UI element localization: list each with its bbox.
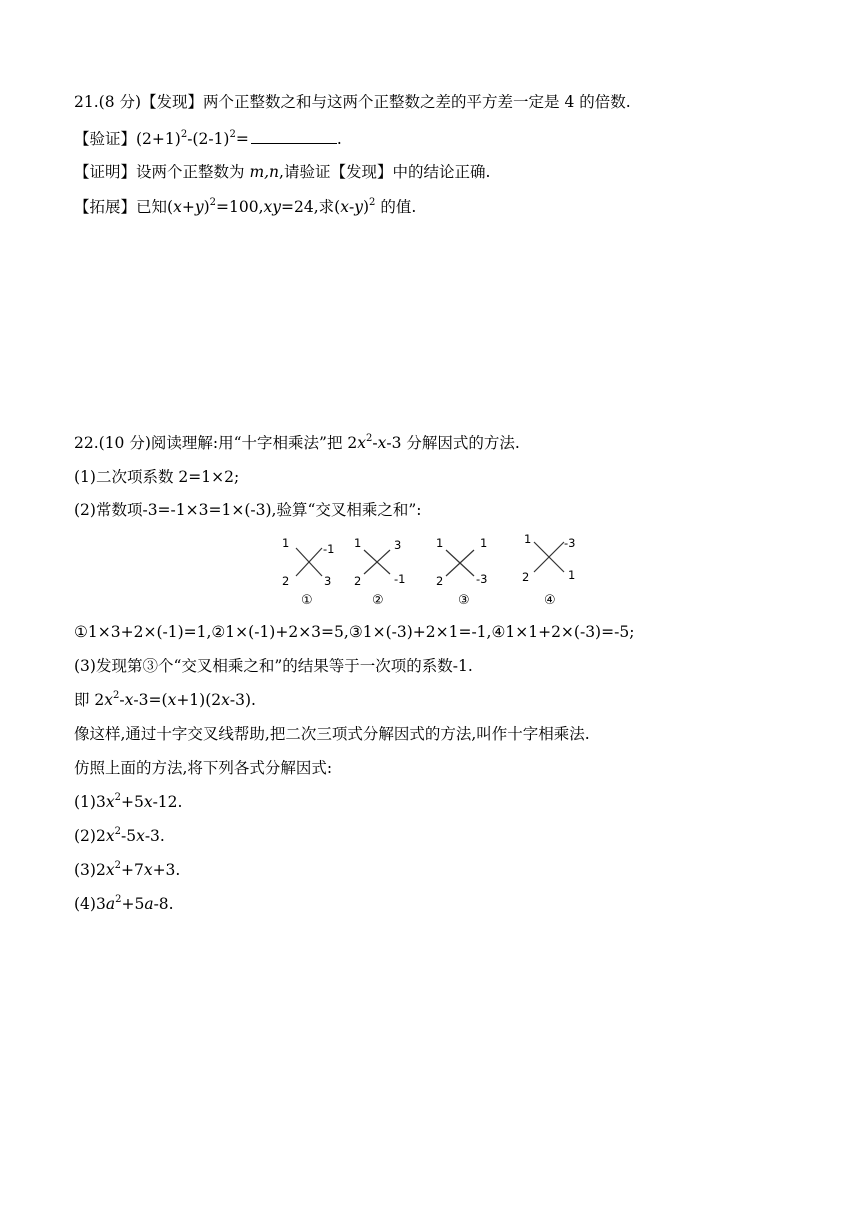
q21-proof	[74, 162, 490, 182]
eq: -3=(	[133, 691, 168, 709]
coef-bottom-left: 2	[522, 570, 530, 584]
q21-verify	[74, 128, 342, 149]
item-prefix: (1)3	[74, 793, 106, 811]
verify-end: .	[336, 130, 342, 148]
coef-bottom-left: 2	[354, 574, 362, 588]
item-end: -12.	[152, 793, 183, 811]
q21-heading: 21.(8 分)【发现】两个正整数之和与这两个正整数之差的平方差一定是 4 的倍数.	[74, 93, 631, 111]
coef-bottom-left: 2	[282, 574, 290, 588]
sup: 2	[115, 894, 122, 905]
coef-top-left: 1	[436, 536, 444, 550]
verify-prefix: 【验证】(2+1)	[74, 130, 181, 148]
coef-top-left: 1	[282, 536, 290, 550]
paren: )	[362, 198, 370, 216]
var-x: x	[377, 434, 387, 452]
coef-top-left: 1	[354, 536, 362, 550]
coef-top-right: 1	[480, 536, 488, 550]
cross-diagram-3	[434, 532, 494, 612]
diagram-label: ④	[544, 593, 556, 608]
coef-top-right: -1	[323, 542, 335, 556]
so-prefix: 即 2	[74, 691, 105, 709]
var: x	[105, 861, 115, 879]
proof-suffix: ,请验证【发现】中的结论正确.	[279, 163, 491, 181]
diagram-label: ①	[301, 593, 313, 608]
exercise-item-3	[74, 860, 180, 880]
eq: =24,求(	[281, 198, 341, 216]
cross-diagram-4	[520, 532, 580, 612]
sup: 2	[229, 129, 236, 140]
answer-blank[interactable]	[251, 128, 337, 144]
var-y: y	[194, 198, 204, 216]
factor: +1)(2	[176, 691, 222, 709]
exercise-item-1	[74, 792, 182, 812]
var: x	[105, 793, 115, 811]
var: x	[136, 827, 145, 845]
eq: =100,	[216, 198, 264, 216]
item-mid: +5	[120, 793, 144, 811]
item-prefix: (3)2	[74, 861, 106, 879]
exercise-item-4	[74, 894, 174, 914]
verify-eq: =	[235, 130, 249, 148]
coef-bottom-right: -1	[394, 572, 406, 586]
sup: 2	[366, 433, 373, 444]
q22-results: ①1×3+2×(-1)=1,②1×(-1)+2×3=5,③1×(-3)+2×1=-1,④1×1+2×(-3)=-5;	[74, 623, 635, 641]
op: -	[348, 198, 355, 216]
q22-desc: 像这样,通过十字交叉线帮助,把二次三项式分解因式的方法,叫作十字相乘法.	[74, 725, 590, 743]
var: a	[105, 895, 116, 913]
sup: 2	[209, 197, 217, 208]
cross-multiplication-figure	[278, 532, 590, 612]
q22-so	[74, 690, 256, 710]
extend-end: 的值.	[375, 198, 417, 216]
verify-mid: -(2-1)	[187, 130, 230, 148]
var-x: x	[340, 198, 349, 216]
var-x: x	[173, 198, 182, 216]
heading-suffix: -3 分解因式的方法.	[386, 434, 520, 452]
exercise-item-2	[74, 826, 165, 846]
sup: 2	[369, 197, 376, 208]
coef-top-right: -3	[564, 536, 576, 550]
q22-instruction: 仿照上面的方法,将下列各式分解因式:	[74, 759, 333, 777]
sup: 2	[114, 860, 121, 871]
var: x	[105, 827, 115, 845]
item-end: -8.	[153, 895, 174, 913]
var-x: x	[221, 691, 230, 709]
coef-top-left: 1	[524, 532, 532, 546]
q22-step3: (3)发现第③个“交叉相乘之和”的结果等于一次项的系数-1.	[74, 657, 473, 675]
sup: 2	[114, 792, 121, 803]
sup: 2	[180, 129, 188, 140]
diagram-label: ③	[458, 593, 470, 608]
var-y: y	[354, 198, 363, 216]
coef-top-right: 3	[394, 538, 402, 552]
cross-diagram-1	[278, 532, 338, 612]
q22-heading	[74, 433, 520, 453]
q21-extend	[74, 197, 416, 217]
cross-diagram-2	[352, 532, 412, 612]
item-mid: -5	[120, 827, 137, 845]
var-xy: xy	[263, 198, 282, 216]
coef-bottom-right: 1	[568, 568, 576, 582]
var-x: x	[357, 434, 367, 452]
var: a	[144, 895, 154, 913]
diagram-label: ②	[372, 593, 384, 608]
extend-prefix: 【拓展】已知(	[74, 198, 174, 216]
heading-prefix: 22.(10 分)阅读理解:用“十字相乘法”把 2	[74, 434, 358, 452]
proof-prefix: 【证明】设两个正整数为	[74, 163, 250, 181]
item-prefix: (4)3	[74, 895, 106, 913]
var-x: x	[124, 691, 134, 709]
item-mid: +7	[120, 861, 144, 879]
coef-bottom-right: 3	[324, 574, 332, 588]
var-x: x	[104, 691, 114, 709]
var: x	[143, 861, 153, 879]
proof-vars: m,n	[249, 163, 280, 181]
op: +	[181, 198, 195, 216]
item-end: +3.	[152, 861, 181, 879]
coef-bottom-right: -3	[476, 572, 488, 586]
q22-step2: (2)常数项-3=-1×3=1×(-3),验算“交叉相乘之和”:	[74, 501, 422, 519]
q22-step1: (1)二次项系数 2=1×2;	[74, 468, 240, 486]
so-end: -3).	[229, 691, 256, 709]
item-end: -3.	[144, 827, 165, 845]
coef-bottom-left: 2	[436, 574, 444, 588]
op: -	[119, 691, 125, 709]
sup: 2	[113, 690, 120, 701]
item-mid: +5	[121, 895, 145, 913]
var: x	[143, 793, 153, 811]
sup: 2	[114, 826, 121, 837]
var-x: x	[167, 691, 177, 709]
op: -	[372, 434, 378, 452]
paren: )	[203, 198, 210, 216]
item-prefix: (2)2	[74, 827, 106, 845]
